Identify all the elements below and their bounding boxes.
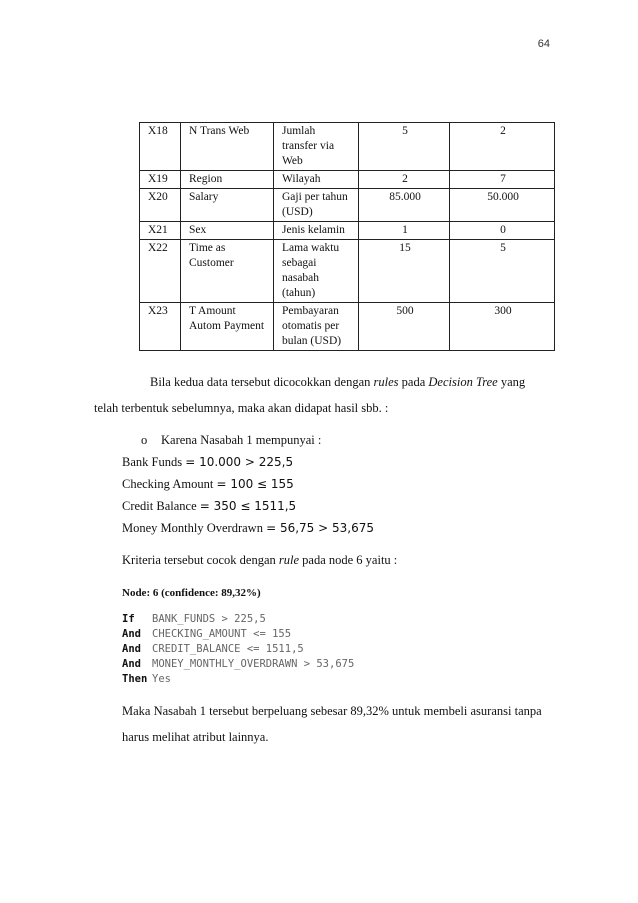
cell-desc: Pembayaran otomatis per bulan (USD) — [274, 303, 359, 351]
code-line — [122, 612, 354, 627]
cell-name: Salary — [181, 189, 274, 222]
cell-desc: Wilayah — [274, 171, 359, 189]
table-row — [140, 171, 555, 189]
cell-name: Time as Customer — [181, 240, 274, 303]
criteria-emphasis: rule — [278, 553, 300, 567]
code-keyword: And — [122, 643, 141, 655]
conclusion-text: Maka Nasabah 1 tersebut berpeluang sebesar 89,32% untuk membeli asuransi tanpa — [122, 704, 542, 718]
cell-code: X21 — [140, 222, 181, 240]
bullet-mark: o — [141, 433, 148, 447]
equation-label: Money Monthly Overdrawn — [122, 521, 263, 535]
cell-value-2: 2 — [450, 123, 555, 171]
bullet-text: Karena Nasabah 1 mempunyai : — [161, 433, 322, 447]
cell-code: X20 — [140, 189, 181, 222]
equation-label: Credit Balance — [122, 499, 197, 513]
bullet-item — [141, 433, 321, 448]
paragraph-emphasis: rules — [373, 375, 399, 389]
cell-desc: Lama waktu sebagai nasabah (tahun) — [274, 240, 359, 303]
code-text: CREDIT_BALANCE <= 1511,5 — [152, 643, 304, 655]
criteria-part: Kriteria tersebut cocok dengan — [122, 553, 279, 567]
equation — [122, 455, 293, 470]
cell-value-1: 2 — [359, 171, 450, 189]
equation-math: = 100 ≤ 155 — [216, 477, 294, 491]
table-row — [140, 240, 555, 303]
cell-value-2: 0 — [450, 222, 555, 240]
equation-math: = 56,75 > 53,675 — [266, 521, 374, 535]
cell-value-2: 5 — [450, 240, 555, 303]
attribute-table — [139, 122, 555, 351]
criteria-text — [122, 553, 397, 568]
code-keyword: Then — [122, 673, 148, 685]
cell-code: X18 — [140, 123, 181, 171]
code-line — [122, 672, 354, 687]
cell-value-1: 500 — [359, 303, 450, 351]
cell-desc: Gaji per tahun (USD) — [274, 189, 359, 222]
equation-label: Bank Funds — [122, 455, 183, 469]
equation-label: Checking Amount — [122, 477, 214, 491]
cell-value-2: 7 — [450, 171, 555, 189]
code-text: BANK_FUNDS > 225,5 — [152, 613, 266, 625]
cell-value-1: 15 — [359, 240, 450, 303]
cell-code: X22 — [140, 240, 181, 303]
code-line — [122, 642, 354, 657]
table-row — [140, 123, 555, 171]
cell-name: T Amount Autom Payment — [181, 303, 274, 351]
cell-desc: Jumlah transfer via Web — [274, 123, 359, 171]
page-number: 64 — [537, 38, 550, 50]
equation — [122, 521, 374, 536]
code-text: CHECKING_AMOUNT <= 155 — [152, 628, 292, 640]
cell-value-1: 85.000 — [359, 189, 450, 222]
cell-desc: Jenis kelamin — [274, 222, 359, 240]
cell-value-1: 1 — [359, 222, 450, 240]
table-row — [140, 303, 555, 351]
paragraph-emphasis: Decision Tree — [428, 375, 498, 389]
cell-code: X19 — [140, 171, 181, 189]
code-keyword: And — [122, 628, 141, 640]
cell-name: Region — [181, 171, 274, 189]
code-keyword: And — [122, 658, 141, 670]
criteria-part: pada node 6 yaitu : — [299, 553, 398, 567]
equation — [122, 477, 294, 492]
equation — [122, 499, 296, 514]
paragraph-text: pada — [398, 375, 429, 389]
paragraph-text: yang — [497, 375, 526, 389]
code-keyword: If — [122, 613, 135, 625]
node-title: Node: 6 (confidence: 89,32%) — [122, 587, 261, 599]
cell-value-1: 5 — [359, 123, 450, 171]
cell-value-2: 300 — [450, 303, 555, 351]
cell-value-2: 50.000 — [450, 189, 555, 222]
table-row — [140, 222, 555, 240]
paragraph-text: telah terbentuk sebelumnya, maka akan didapat hasil sbb. : — [94, 401, 389, 415]
code-text: Yes — [152, 673, 171, 685]
paragraph-decision-tree — [94, 375, 542, 415]
conclusion-paragraph — [122, 704, 552, 744]
equation-math: = 350 ≤ 1511,5 — [199, 499, 297, 513]
code-text: MONEY_MONTHLY_OVERDRAWN > 53,675 — [152, 658, 355, 670]
paragraph-text: Bila kedua data tersebut dicocokkan dengan — [150, 375, 374, 389]
equation-math: = 10.000 > 225,5 — [185, 455, 294, 469]
conclusion-text: harus melihat atribut lainnya. — [122, 730, 269, 744]
code-line — [122, 657, 354, 672]
cell-name: N Trans Web — [181, 123, 274, 171]
cell-name: Sex — [181, 222, 274, 240]
table-row — [140, 189, 555, 222]
cell-code: X23 — [140, 303, 181, 351]
code-line — [122, 627, 354, 642]
rule-code-block — [122, 612, 354, 687]
